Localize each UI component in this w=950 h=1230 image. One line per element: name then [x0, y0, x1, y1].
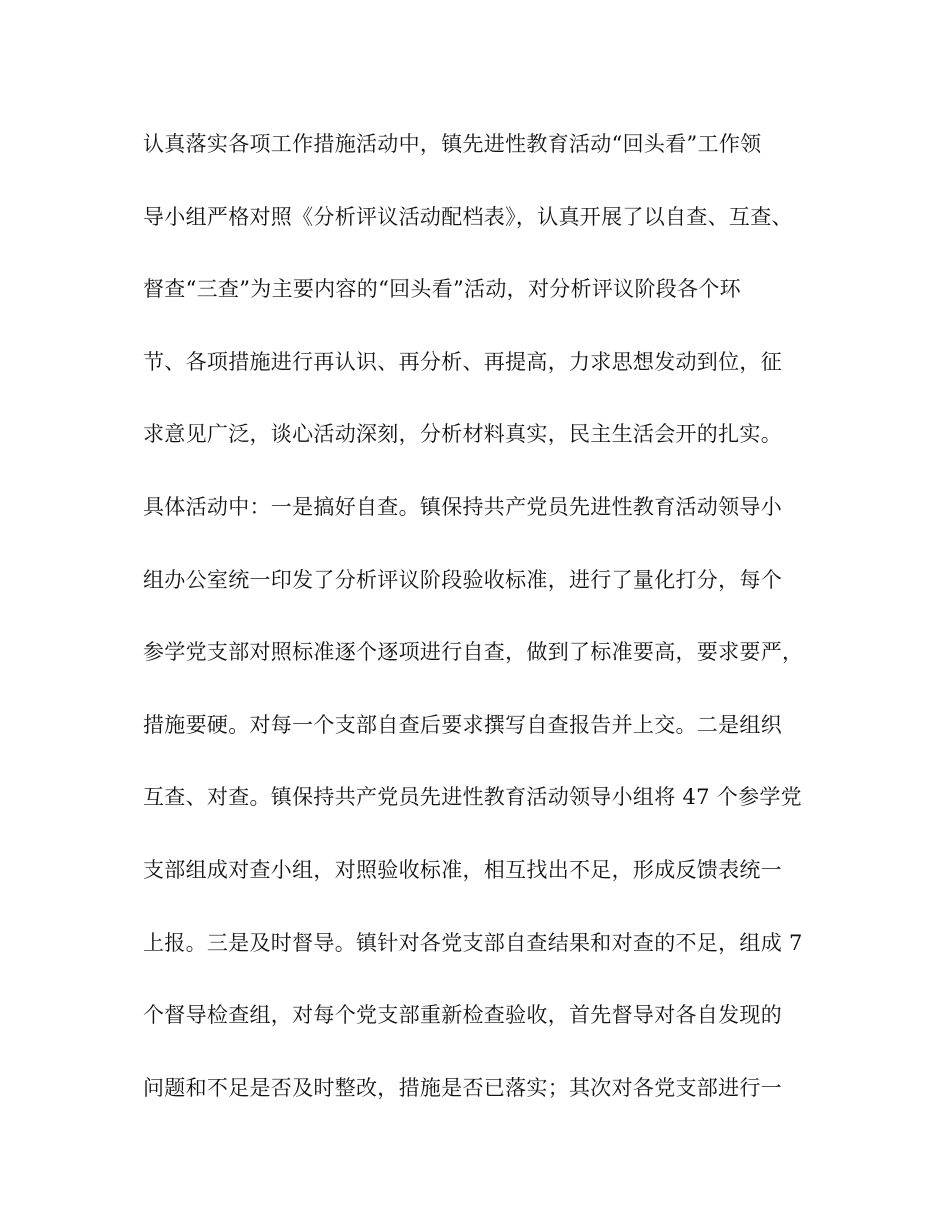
text-line-2: 导小组严格对照《分析评议活动配档表》，认真开展了以自查、互查、 [143, 204, 793, 229]
text-line-11: 支部组成对查小组，对照验收标准，相互找出不足，形成反馈表统一 [143, 857, 782, 882]
text-line-10: 互查、对查。镇保持共产党员先进性教育活动领导小组将 47 个参学党 [143, 785, 802, 810]
text-line-14: 问题和不足是否及时整改，措施是否已落实；其次对各党支部进行一 [143, 1075, 782, 1100]
text-line-5: 求意见广泛，谈心活动深刻，分析材料真实，民主生活会开的扎实。 [143, 422, 782, 447]
text-line-1: 认真落实各项工作措施活动中，镇先进性教育活动“回头看”工作领 [143, 132, 762, 156]
body-text [143, 124, 823, 1140]
text-line-6: 具体活动中：一是搞好自查。镇保持共产党员先进性教育活动领导小 [143, 494, 782, 519]
text-line-4: 节、各项措施进行再认识、再分析、再提高，力求思想发动到位，征 [143, 349, 782, 374]
text-line-9: 措施要硬。对每一个支部自查后要求撰写自查报告并上交。二是组织 [143, 712, 782, 737]
text-line-13: 个督导检查组，对每个党支部重新检查验收，首先督导对各自发现的 [143, 1003, 782, 1028]
text-line-3: 督查“三查”为主要内容的“回头看”活动，对分析评议阶段各个环 [143, 277, 741, 302]
text-line-7: 组办公室统一印发了分析评议阶段验收标准，进行了量化打分，每个 [143, 567, 782, 592]
text-line-8: 参学党支部对照标准逐个逐项进行自查，做到了标准要高，要求要严， [143, 640, 804, 665]
text-line-12: 上报。三是及时督导。镇针对各党支部自查结果和对查的不足，组成 7 [143, 930, 803, 955]
